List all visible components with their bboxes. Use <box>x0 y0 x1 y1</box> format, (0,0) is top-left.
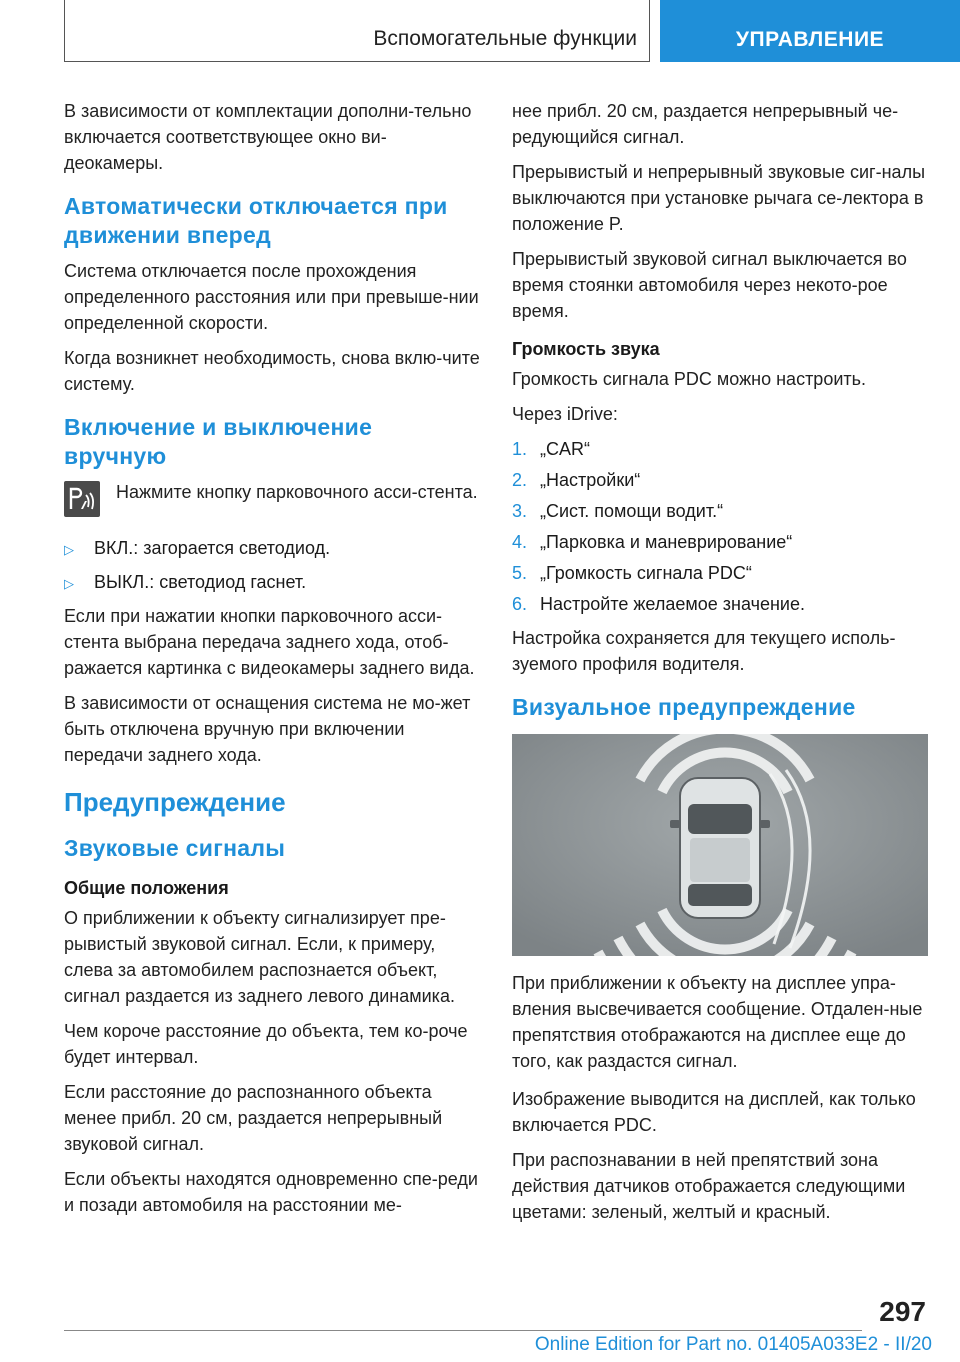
list-item: ▷ ВКЛ.: загорается светодиод. <box>64 535 480 561</box>
paragraph: Система отключается после прохождения определенного расстояния или при превыше-нии определенной скорости. <box>64 261 479 333</box>
chapter-tab: УПРАВЛЕНИЕ <box>660 0 960 62</box>
edition-footer: Online Edition for Part no. 01405A033E2 - II/20 <box>534 1334 932 1355</box>
paragraph: В зависимости от комплектации дополни-тельно включается соответствующее окно ви-деокамеры. <box>64 101 472 173</box>
heading-volume: Громкость звука <box>512 339 660 359</box>
footer-divider <box>64 1330 862 1331</box>
list-item: 1. „CAR“ <box>512 439 590 459</box>
page-number: 297 <box>879 1296 926 1327</box>
paragraph: Если при нажатии кнопки парковочного асси-стента выбрана передача заднего хода, отоб-ражается картинка с видеокамеры заднего вида. <box>64 606 475 678</box>
paragraph: При распознавании в ней препятствий зона действия датчиков отображается следующими цветами: зеленый, желтый и красный. <box>512 1150 906 1222</box>
led-status-list <box>64 535 480 595</box>
paragraph: Настройка сохраняется для текущего исполь-зуемого профиля водителя. <box>512 628 896 674</box>
paragraph: Громкость сигнала PDC можно настроить. <box>512 369 867 389</box>
paragraph: В зависимости от оснащения система не мо-жет быть отключена вручную при включении передачи заднего хода. <box>64 693 471 765</box>
heading-manual: Включение и выключение вручную <box>64 414 373 469</box>
paragraph: Изображение выводится на дисплей, как только включается PDC. <box>512 1089 916 1135</box>
paragraph: Чем короче расстояние до объекта, тем ко-роче будет интервал. <box>64 1021 468 1067</box>
parking-assistant-button-icon <box>64 481 100 517</box>
list-item: 6. Настройте желаемое значение. <box>512 594 805 614</box>
paragraph: нее прибл. 20 см, раздается непрерывный че-редующийся сигнал. <box>512 101 899 147</box>
heading-visual-warning: Визуальное предупреждение <box>512 694 856 720</box>
paragraph: Когда возникнет необходимость, снова вклю-чите систему. <box>64 348 480 394</box>
button-instruction-text: Нажмите кнопку парковочного асси-стента. <box>116 482 478 502</box>
heading-sound-signals: Звуковые сигналы <box>64 835 286 861</box>
list-item: 4. „Парковка и маневрирование“ <box>512 532 793 552</box>
paragraph: Прерывистый и непрерывный звуковые сиг-налы выключаются при установке рычага се-лектора в положение P. <box>512 162 926 234</box>
triangle-bullet-icon: ▷ <box>64 576 74 591</box>
right-column <box>512 98 928 1234</box>
paragraph: Через iDrive: <box>512 404 618 424</box>
list-item: 5. „Громкость сигнала PDC“ <box>512 563 752 583</box>
triangle-bullet-icon: ▷ <box>64 542 74 557</box>
paragraph: Если объекты находятся одновременно спе-реди и позади автомобиля на расстоянии ме- <box>64 1169 478 1215</box>
paragraph: При приближении к объекту на дисплее упра-вления высвечивается сообщение. Отдален-ные препятствия отображаются на дисплее еще до того, как раздастся сигнал. <box>512 973 923 1071</box>
list-item: 3. „Сист. помощи водит.“ <box>512 501 724 521</box>
heading-auto-off: Автоматически отключается при движении вперед <box>64 193 448 248</box>
section-title: Вспомогательные функции <box>64 0 650 62</box>
paragraph: О приближении к объекту сигнализирует пре-рывистый звуковой сигнал. Если, к примеру, слева за автомобилем распознается объект, сигнал раздается из заднего левого динамика. <box>64 908 455 1006</box>
list-item: ▷ ВЫКЛ.: светодиод гаснет. <box>64 569 480 595</box>
paragraph: Прерывистый звуковой сигнал выключается во время стоянки автомобиля через некото-рое время. <box>512 249 907 321</box>
button-instruction <box>64 479 480 517</box>
list-item: 2. „Настройки“ <box>512 470 641 490</box>
idrive-steps-list <box>512 436 928 617</box>
left-column <box>64 98 480 1227</box>
pdc-display-image <box>512 734 928 956</box>
heading-warning: Предупреждение <box>64 787 286 817</box>
heading-general: Общие положения <box>64 878 229 898</box>
page-header <box>64 0 960 64</box>
paragraph: Если расстояние до распознанного объекта менее прибл. 20 см, раздается непрерывный звуковой сигнал. <box>64 1082 443 1154</box>
